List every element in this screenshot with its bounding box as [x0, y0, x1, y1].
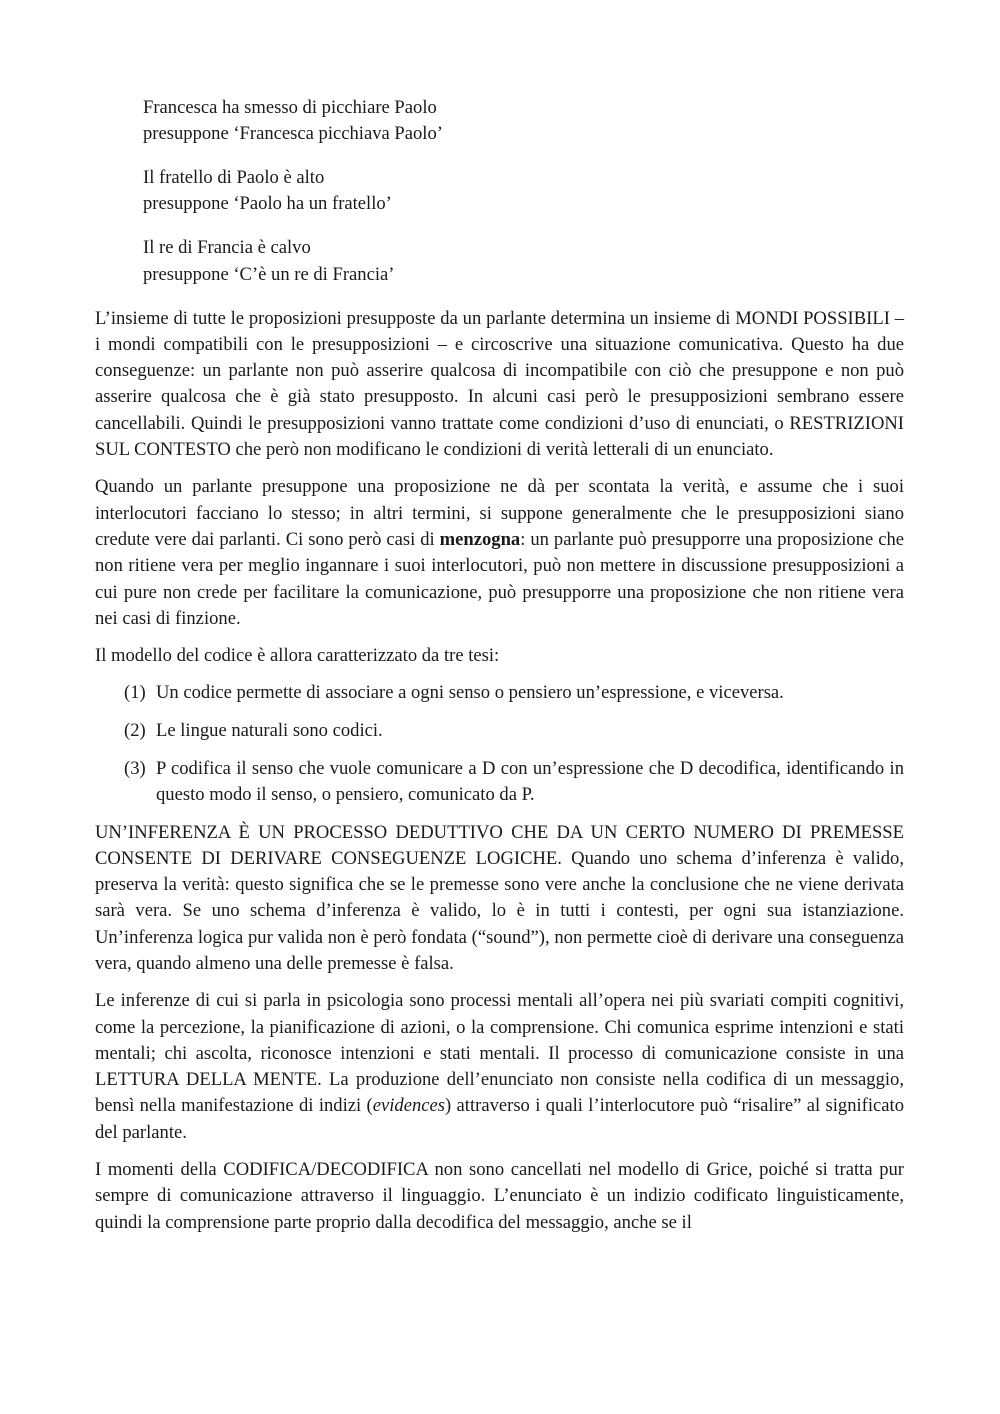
example-sentence: Francesca ha smesso di picchiare Paolo: [143, 97, 437, 118]
example-presupposition: presuppone ‘C’è un re di Francia’: [143, 263, 395, 285]
list-item: [95, 718, 904, 744]
list-item-text: Le lingue naturali sono codici.: [156, 720, 383, 742]
bold-term: menzogna: [439, 528, 521, 550]
paragraph-psicologia: [95, 988, 904, 1146]
paragraph-menzogna: [95, 474, 904, 632]
paragraph-text: Quando un parlante presuppone una proposizione ne dà per scontata la verità, e assume che i suoi interlocutori facciano lo stesso; in altri termini, si suppone generalmente che le presupposizioni siano credute vere dai parlanti. Ci sono però casi di: [95, 476, 904, 550]
list-item-text: P codifica il senso che vuole comunicare a D con un’espressione che D decodifica, identificando in questo modo il senso, o pensiero, comunicato da P.: [156, 757, 904, 805]
paragraph-codifica: I momenti della CODIFICA/DECODIFICA non sono cancellati nel modello di Grice, poiché si tratta pur sempre di comunicazione attraverso il linguaggio. L’enunciato è un indizio codificato linguisticamente, quindi la comprensione parte proprio dalla decodifica del messaggio, anche se il: [95, 1159, 904, 1233]
paragraph-inferenza: UN’INFERENZA È UN PROCESSO DEDUTTIVO CHE DA UN CERTO NUMERO DI PREMESSE CONSENTE DI DERIVARE CONSEGUENZE LOGICHE. Quando uno schema d’inferenza è valido, preserva la verità: questo significa che se le premesse sono vere anche la conclusione che ne viene derivata sarà vera. Se uno schema d’inferenza è valido, lo è in tutti i contesti, per ogni sua istanziazione. Un’inferenza logica pur valida non è però fondata (“sound”), non permette cioè di derivare una conseguenza vera, quando almeno una delle premesse è falsa.: [95, 821, 904, 974]
paragraph-text: Le inferenze di cui si parla in psicologia sono processi mentali all’opera nei più svariati compiti cognitivi, come la percezione, la pianificazione di azioni, o la comprensione. Chi comunica esprime intenzioni e stati mentali; chi ascolta, riconosce intenzioni e stati mentali. Il processo di comunicazione consiste in una LETTURA DELLA MENTE. La produzione dell’enunciato non consiste nella codifica di un messaggio, bensì nella manifestazione di indizi (: [95, 990, 904, 1117]
example-sentence: Il fratello di Paolo è alto: [143, 167, 325, 189]
page-content: [95, 95, 904, 1236]
example-presupposition: presuppone ‘Francesca picchiava Paolo’: [143, 123, 443, 145]
paragraph-modello-intro: Il modello del codice è allora caratterizzato da tre tesi:: [95, 645, 500, 667]
list-item-number: (2): [124, 720, 146, 742]
list-item-number: (3): [124, 757, 146, 779]
theses-list: [95, 680, 904, 808]
example-block: [143, 235, 904, 288]
paragraph-text: : un parlante può presupporre una proposizione che non ritiene vera per meglio ingannare i suoi interlocutori, può non mettere in discussione presupposizioni a cui pure non crede per facilitare la comunicazione, può presupporre una proposizione che non ritiene vera nei casi di finzione.: [95, 528, 905, 629]
example-block: [143, 165, 904, 218]
list-item-text: Un codice permette di associare a ogni senso o pensiero un’espressione, e viceversa.: [156, 682, 784, 704]
list-item-number: (1): [124, 682, 146, 704]
example-block: [143, 95, 904, 148]
paragraph-text: ) attraverso i quali l’interlocutore può “risalire” al significato del parlante.: [95, 1095, 904, 1143]
list-item: [95, 756, 904, 809]
paragraph-mondi-possibili: L’insieme di tutte le proposizioni presupposte da un parlante determina un insieme di MONDI POSSIBILI – i mondi compatibili con le presupposizioni – e circoscrive una situazione comunicativa. Questo ha due conseguenze: un parlante non può asserire qualcosa di incompatibile con ciò che presuppone e non può asserire qualcosa che è già stato presupposto. In alcuni casi però le presupposizioni sembrano essere cancellabili. Quindi le presupposizioni vanno trattate come condizioni d’uso di enunciati, o RESTRIZIONI SUL CONTESTO che però non modificano le condizioni di verità letterali di un enunciato.: [95, 307, 904, 461]
example-presupposition: presuppone ‘Paolo ha un fratello’: [143, 193, 392, 215]
list-item: [95, 680, 904, 706]
example-sentence: Il re di Francia è calvo: [143, 237, 311, 259]
italic-term: evidences: [372, 1095, 445, 1117]
